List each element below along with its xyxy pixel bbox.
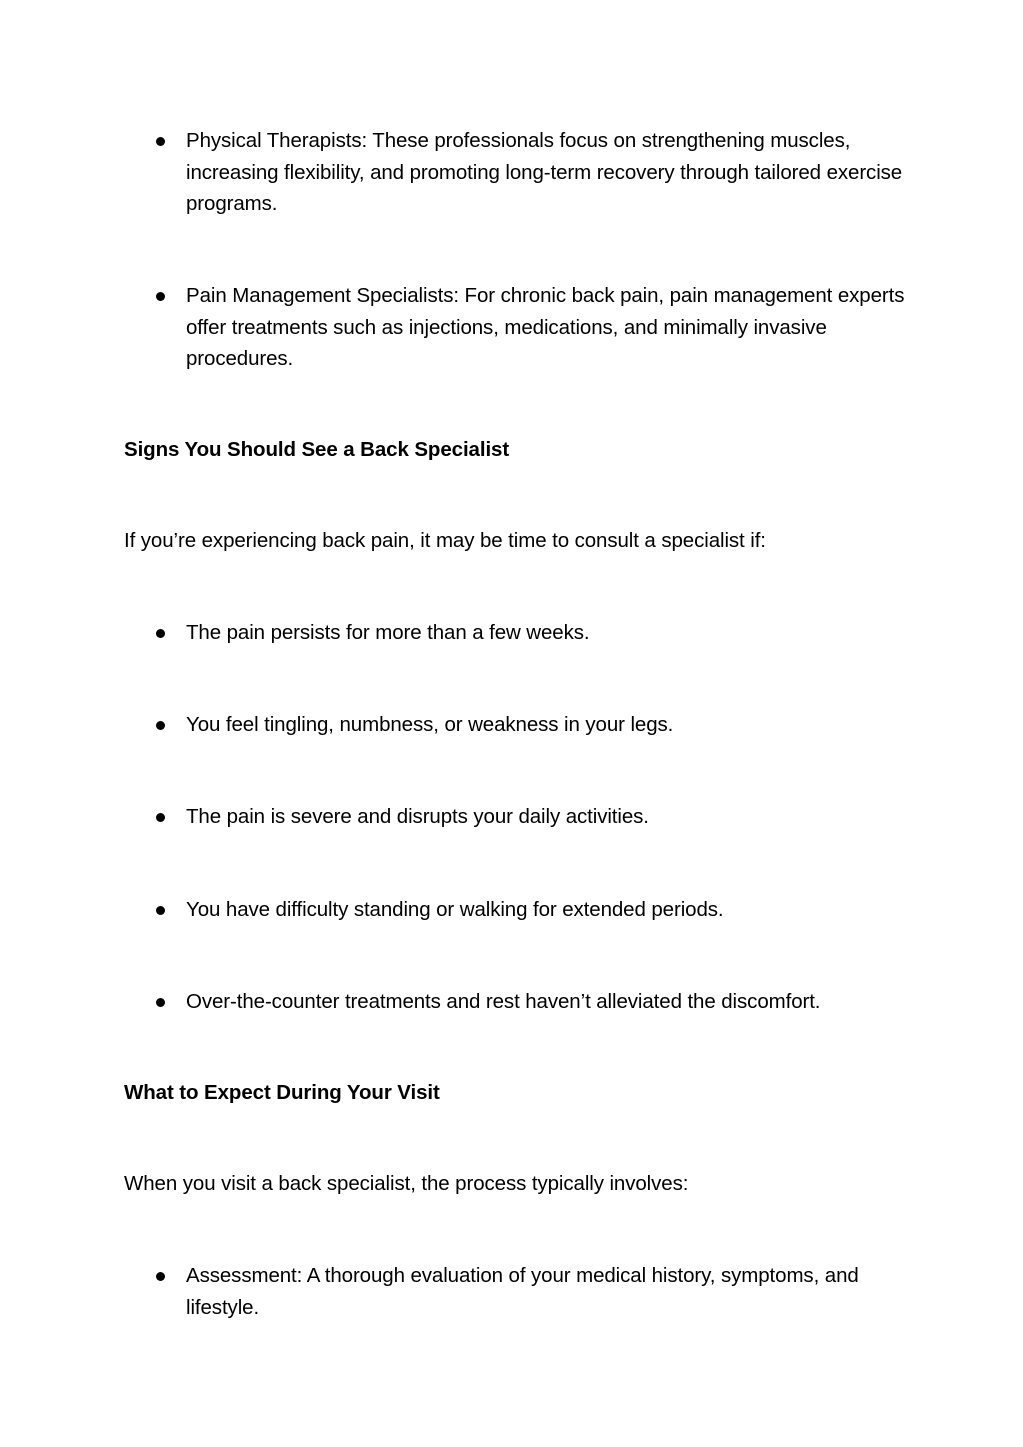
bullet-icon [156,998,165,1007]
bullet-icon [156,721,165,730]
bullet-icon [156,906,165,915]
section-heading: Signs You Should See a Back Specialist [124,438,510,461]
section-intro: When you visit a back specialist, the process typically involves: [124,1172,689,1195]
bullet-icon [156,137,165,146]
list-item: You feel tingling, numbness, or weakness in your legs. [186,713,674,736]
list-item: Pain Management Specialists: For chronic back pain, pain management experts offer treatments such as injections, medications, and minimally invasive procedures. [186,284,905,370]
section-heading: What to Expect During Your Visit [124,1081,440,1104]
list-item: The pain is severe and disrupts your daily activities. [186,805,649,828]
list-item: Assessment: A thorough evaluation of your medical history, symptoms, and lifestyle. [186,1264,859,1319]
list-item: Physical Therapists: These professionals focus on strengthening muscles, increasing flexibility, and promoting long-term recovery through tailored exercise programs. [186,129,903,215]
list-item: The pain persists for more than a few weeks. [186,621,590,644]
bullet-icon [156,292,165,301]
list-item: Over-the-counter treatments and rest haven’t alleviated the discomfort. [186,990,821,1013]
bullet-icon [156,629,165,638]
bullet-icon [156,1272,165,1281]
list-item: You have difficulty standing or walking for extended periods. [186,898,724,921]
section-intro: If you’re experiencing back pain, it may be time to consult a specialist if: [124,529,766,552]
bullet-icon [156,813,165,822]
